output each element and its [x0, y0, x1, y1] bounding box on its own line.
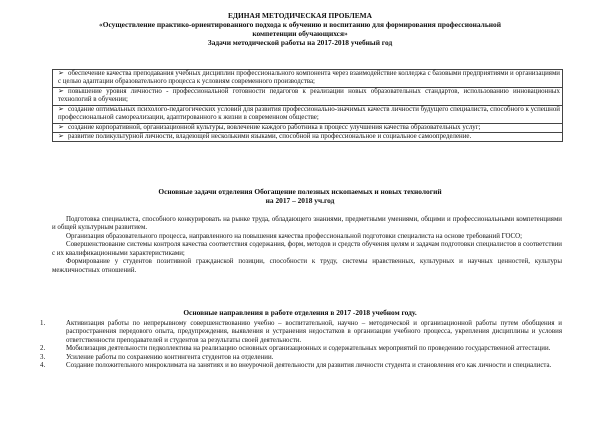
- arrow-bullet-icon: ➢: [58, 132, 64, 140]
- task-paragraph: Организация образовательного процесса, направленного на повышения качества профессиональной подготовки специалиста на основе требований ГОСО;: [66, 232, 522, 240]
- arrow-bullet-icon: ➢: [58, 70, 64, 77]
- methodical-problem-title: «Осуществление практико-ориентированного подхода к обучению и воспитанию для формирования профессиональной: [99, 20, 501, 30]
- direction-item: 1. Активизация работы по непрерывному совершенствованию учебно – воспитательной, научно – методической и организационной работы путем обобщения и распространения передового опыта, предупреждения, выявления и устранения недостатков в организации учебного процесса, укрепления дисциплины и условия ответственности преподавателей и студентов за результаты своей деятельности.: [40, 320, 562, 344]
- directions-heading: Основные направления в работе отделения в 2017 -2018 учебном году.: [183, 308, 417, 317]
- arrow-bullet-icon: ➢: [58, 87, 64, 95]
- arrow-bullet-icon: ➢: [58, 123, 64, 131]
- arrow-bullet-icon: ➢: [58, 105, 64, 113]
- direction-item: 2. Мобилизация деятельности педколлектива на реализацию основных организационных и содержательных мероприятий по проведению государственной аттестации.: [40, 345, 551, 353]
- objective-item: ➢ развитие поликультурной личности, владеющей несколькими языками, способной на профессиональное и социальное самоопределение.: [53, 133, 563, 142]
- department-tasks: [52, 216, 562, 275]
- direction-item: 4. Создание положительного микроклимата на занятиях и во внеурочной деятельности для развития личности студента и становления его как личности и специалиста.: [40, 362, 552, 370]
- task-paragraph: Формирование у студентов позитивной гражданской позиции, способности к труду, системы нравственных, культурных и научных ценностей, культуры межличностных отношений.: [52, 258, 562, 274]
- objective-item: ➢ повышение уровня личностно - профессиональной готовности педагогов к реализации новых образовательных стандартов, использованию инновационных технологий в обучении;: [53, 88, 563, 106]
- document-header: [20, 11, 580, 47]
- task-paragraph: Подготовка специалиста, способного конкурировать на рынке труда, обладающего знаниями, предметными умениями, общими и профессиональными компетенциями и общей культурным развитием.: [52, 216, 562, 232]
- department-tasks-heading: Основные задачи отделения Обогащение полезных ископаемых и новых технологий на 2017 – 2018 уч.год: [158, 187, 442, 206]
- objective-item: ➢ создание корпоративной, организационной культуры, вовлечение каждого работника в процесс улучшения качества образовательных услуг;: [53, 124, 563, 133]
- direction-item: 3. Усиление работы по сохранению контингента студентов на отделении.: [40, 353, 274, 361]
- objective-item: ➢ создание оптимальных психолого-педагогических условий для развития профессионально-значимых качеств личности будущего специалиста, способного к успешной профессиональной самореализации, адаптированного к жизни в современном обществе;: [53, 106, 563, 124]
- tasks-heading: Задачи методической работы на 2017-2018 учебный год: [207, 38, 393, 48]
- directions-list: [40, 320, 562, 371]
- methodical-problem-title-cont: компетенции обучающихся»: [252, 29, 348, 39]
- objective-item: ➢ обеспечение качества преподавания учебных дисциплин профессионального компонента через взаимодействие колледжа с базовыми предприятиями и организациями с целью адаптации образовательного процесса к условиям современного производства;: [53, 70, 563, 88]
- objectives-list: [52, 69, 563, 142]
- task-paragraph: Совершенствование системы контроля качества соответствия содержания, форм, методов и средств обучения целям и задачам подготовки специалистов в соответствии с их квалификационными характеристиками;: [52, 241, 562, 257]
- main-heading: ЕДИНАЯ МЕТОДИЧЕСКАЯ ПРОБЛЕМА: [228, 11, 372, 20]
